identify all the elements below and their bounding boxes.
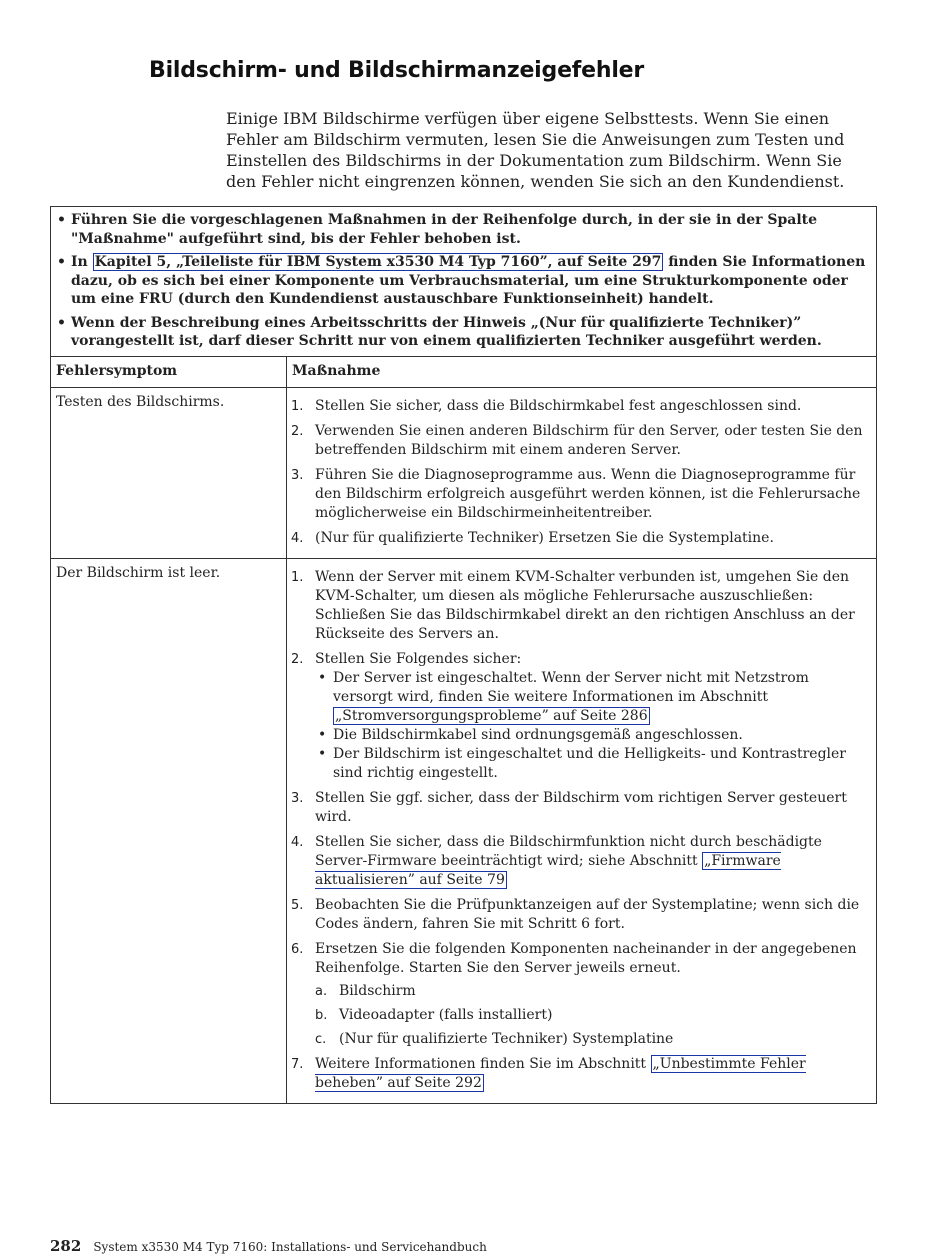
action-steps (291, 397, 872, 548)
step-text: Stellen Sie sicher, dass die Bildschirmkabel fest angeschlossen sind. (315, 397, 802, 414)
step-number: 3. (291, 790, 304, 806)
step-item (291, 1055, 872, 1093)
column-header-symptom: Fehlersymptom (51, 356, 287, 387)
step-text: Beobachten Sie die Prüfpunktanzeigen auf der Systemplatine; wenn sich die Codes ändern, fahren Sie mit Schritt 6 fort. (315, 896, 860, 932)
intro-paragraph: Einige IBM Bildschirme verfügen über eigene Selbsttests. Wenn Sie einen Fehler am Bildschirm vermuten, lesen Sie die Anweisungen zum Testen und Einstellen des Bildschirms in der Dokumentation zum Bildschirm. Wenn Sie den Fehler nicht eingrenzen können, wenden Sie sich an den Kundendienst. (226, 109, 845, 191)
step-number: 5. (291, 897, 304, 913)
table-row (51, 387, 877, 558)
step-text: (Nur für qualifizierte Techniker) Ersetzen Sie die Systemplatine. (315, 529, 774, 546)
step-item (291, 397, 872, 416)
page-number: 282 (50, 1237, 82, 1255)
book-title: System x3530 M4 Typ 7160: Installations- und Servicehandbuch (93, 1240, 487, 1254)
notes-cell (51, 207, 877, 357)
page-footer (50, 1237, 487, 1255)
checklist-item: • Der Bildschirm ist eingeschaltet und die Helligkeits- und Kontrastregler sind richtig eingestellt. (315, 745, 872, 783)
item-letter: b. (315, 1007, 328, 1023)
step-number: 2. (291, 651, 304, 667)
item-letter: c. (315, 1031, 327, 1047)
step-item (291, 789, 872, 827)
step-text: Verwenden Sie einen anderen Bildschirm für den Server, oder testen Sie den betreffenden Bildschirm mit einem anderen Server. (315, 422, 863, 458)
step-number: 4. (291, 530, 304, 546)
step-item (291, 896, 872, 934)
chapter5-parts-link[interactable]: Kapitel 5, „Teileliste für IBM System x3530 M4 Typ 7160”, auf Seite 297 (94, 254, 662, 270)
step-number: 1. (291, 398, 304, 414)
action-steps (291, 568, 872, 1093)
notes-list (57, 211, 868, 351)
checklist-item (315, 669, 872, 726)
checklist (315, 669, 872, 783)
checklist-item: • Die Bildschirmkabel sind ordnungsgemäß angeschlossen. (315, 726, 872, 745)
step-number: 4. (291, 834, 304, 850)
item-letter: a. (315, 983, 328, 999)
step-item (291, 529, 872, 548)
symptom-cell: Testen des Bildschirms. (51, 387, 287, 558)
step-text: Ersetzen Sie die folgenden Komponenten nacheinander in der angegebenen Reihenfolge. Starten Sie den Server jeweils erneut. (315, 940, 857, 976)
troubleshooting-table (50, 206, 877, 1104)
power-problems-link[interactable]: „Stromversorgungsprobleme” auf Seite 286 (335, 707, 648, 724)
notes-row (51, 207, 877, 357)
step-number: 1. (291, 569, 304, 585)
step-text: Wenn der Server mit einem KVM-Schalter verbunden ist, umgehen Sie den KVM-Schalter, um diesen als mögliche Fehlerursache auszuschließen: Schließen Sie das Bildschirmkabel direkt an den richtigen Anschluss an der Rückseite des Servers an. (315, 568, 855, 642)
step-text: Stellen Sie Folgendes sicher: (315, 650, 522, 667)
step-item (291, 422, 872, 460)
component-text: Videoadapter (falls installiert) (339, 1006, 553, 1023)
action-cell (287, 558, 877, 1103)
header-row (51, 356, 877, 387)
component-text: (Nur für qualifizierte Techniker) Systemplatine (339, 1030, 674, 1047)
component-item (315, 1006, 872, 1025)
step-item (291, 940, 872, 1049)
firmware-update-link[interactable]: „Firmware aktualisieren” auf Seite 79 (315, 852, 781, 888)
component-item (315, 982, 872, 1001)
step-text: Führen Sie die Diagnoseprogramme aus. Wenn die Diagnoseprogramme für den Bildschirm erfolgreich ausgeführt werden können, ist die Fehlerursache möglicherweise ein Bildschirmeinheitentreiber. (315, 466, 861, 521)
step-item (291, 833, 872, 890)
undetermined-problems-link[interactable]: „Unbestimmte Fehler beheben” auf Seite 292 (315, 1055, 806, 1091)
component-text: Bildschirm (339, 982, 416, 999)
note-item: • Führen Sie die vorgeschlagenen Maßnahmen in der Reihenfolge durch, in der sie in der Spalte "Maßnahme" aufgeführt sind, bis der Fehler behoben ist. (57, 211, 868, 248)
step-number: 3. (291, 467, 304, 483)
note-text: finden Sie Informationen dazu, ob es sich bei einer Komponente um Verbrauchsmaterial, um eine Strukturkomponente oder um eine FRU (durch den Kundendienst austauschbare Funktionseinheit) handelt. (71, 254, 866, 307)
component-item (315, 1030, 872, 1049)
symptom-cell: Der Bildschirm ist leer. (51, 558, 287, 1103)
note-item: • Wenn der Beschreibung eines Arbeitsschritts der Hinweis „(Nur für qualifizierte Techniker)” vorangestellt ist, darf dieser Schritt nur von einem qualifizierten Techniker ausgeführt werden. (57, 314, 868, 351)
page-title: Bildschirm- und Bildschirmanzeigefehler (149, 58, 645, 83)
step-number: 2. (291, 423, 304, 439)
step-text: Weitere Informationen finden Sie im Abschnitt (315, 1055, 651, 1072)
note-text: In (71, 254, 93, 270)
step-number: 6. (291, 941, 304, 957)
step-item (291, 568, 872, 644)
note-item (57, 253, 868, 309)
step-item (291, 650, 872, 783)
action-cell (287, 387, 877, 558)
column-header-action: Maßnahme (287, 356, 877, 387)
table-row (51, 558, 877, 1103)
checklist-text: Der Server ist eingeschaltet. Wenn der Server nicht mit Netzstrom versorgt wird, finden Sie weitere Informationen im Abschnitt (333, 669, 809, 705)
component-list (315, 982, 872, 1049)
step-item (291, 466, 872, 523)
step-number: 7. (291, 1056, 304, 1072)
step-text: Stellen Sie sicher, dass die Bildschirmfunktion nicht durch beschädigte Server-Firmware beeinträchtigt wird; siehe Abschnitt (315, 833, 822, 869)
step-text: Stellen Sie ggf. sicher, dass der Bildschirm vom richtigen Server gesteuert wird. (315, 789, 847, 825)
